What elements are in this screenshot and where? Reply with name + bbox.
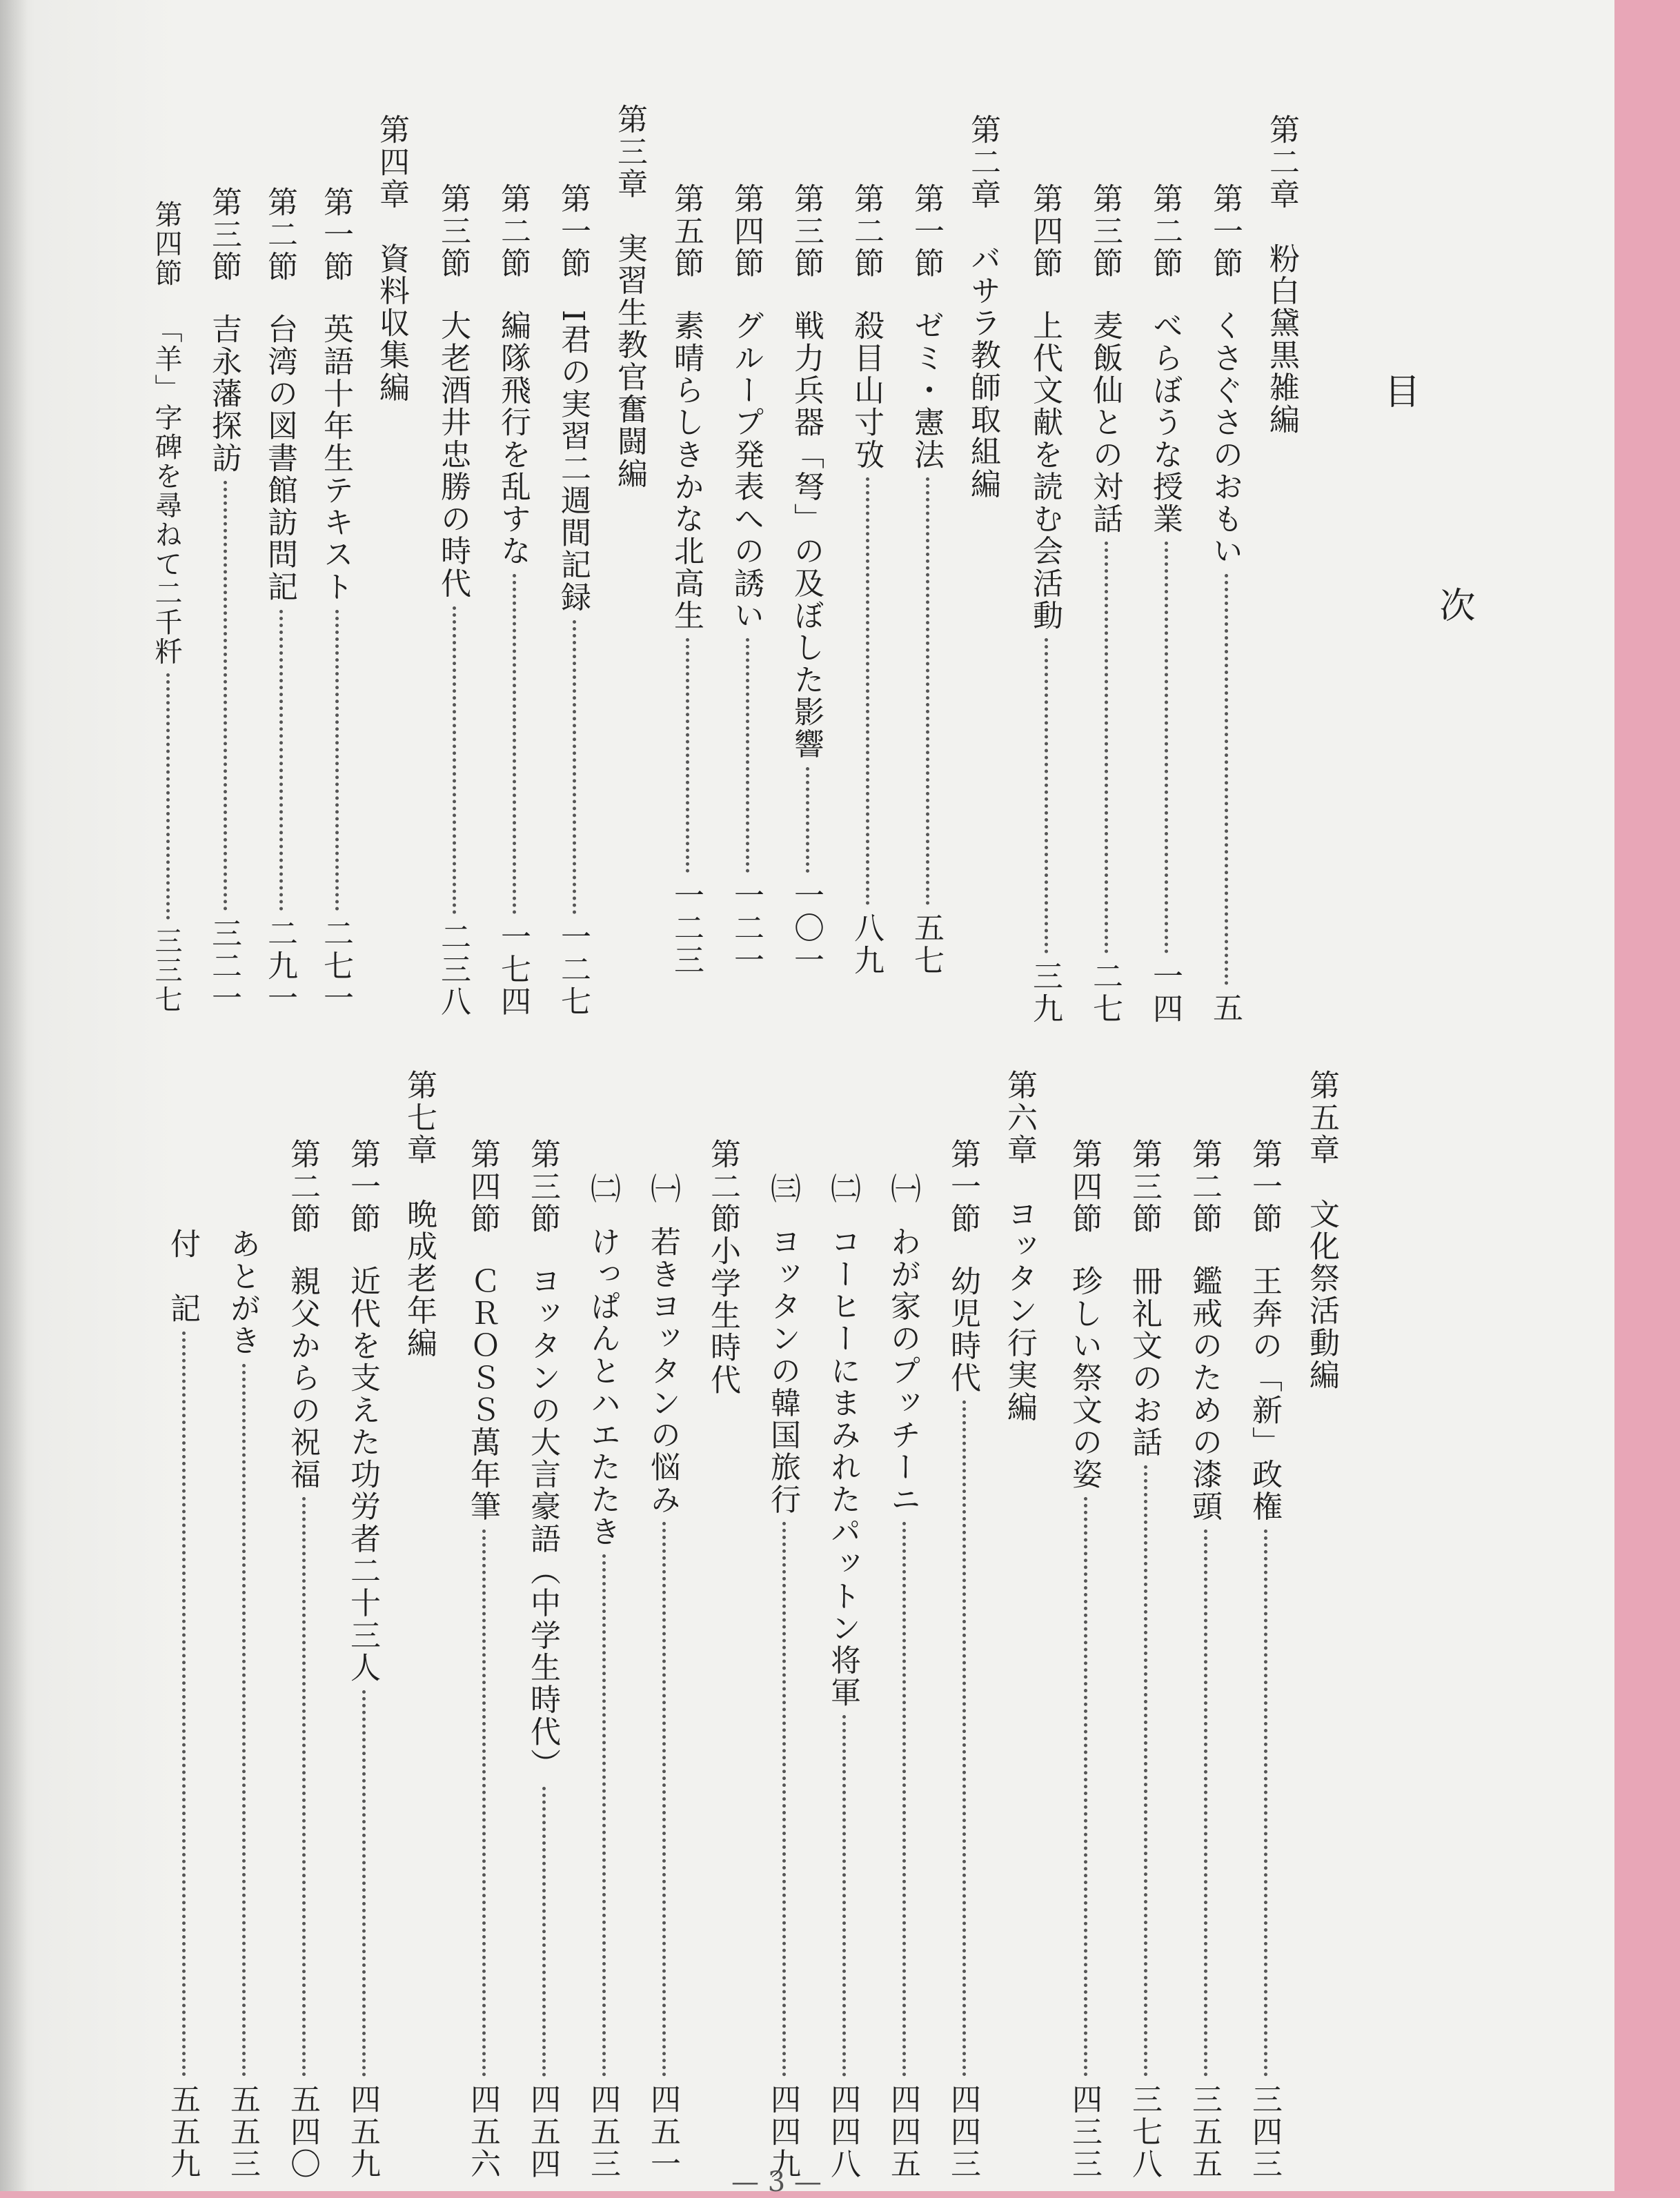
leader-dots [1129, 1465, 1159, 2077]
leader-dots [1029, 638, 1060, 953]
leader-dots [347, 1690, 377, 2077]
toc-entry[interactable] [465, 1138, 500, 2180]
page-folio: — 3 — [731, 2166, 822, 2198]
toc-entry[interactable] [555, 183, 591, 1018]
leader-dots [731, 638, 761, 873]
toc-entry[interactable] [1127, 1138, 1162, 2180]
leader-dots [208, 481, 239, 911]
section-label: 第二節 [262, 186, 297, 283]
section-label: 第二節 [285, 1138, 320, 1235]
page-number: 一二一 [729, 880, 764, 976]
page-number: 四五九 [345, 2083, 380, 2180]
background-edge [1614, 0, 1680, 2191]
chapter-heading: 第二章 粉白黛黒雑編 [1264, 114, 1299, 436]
section-label: 第三節 [1087, 183, 1123, 279]
toc-entry[interactable] [849, 183, 884, 976]
section-title: 珍しい祭文の姿 [1067, 1265, 1102, 1491]
section-label: 第一節 [945, 1138, 980, 1235]
toc-entry[interactable] [318, 186, 353, 1014]
chapter-heading: 第二章 バサラ教師取組編 [965, 114, 1000, 500]
toc-entry[interactable] [495, 183, 531, 1018]
section-title: 親父からの祝福 [285, 1265, 320, 1491]
leader-dots [1069, 1497, 1099, 2077]
section-label: 第一節 [555, 183, 591, 279]
leader-dots [647, 1522, 678, 2077]
leader-dots [167, 1331, 197, 2077]
section-title: 戦力兵器「弩」の及ぼした影響 [789, 309, 824, 760]
leader-dots [851, 477, 881, 905]
leader-dots [557, 620, 588, 914]
toc-entry[interactable] [345, 1138, 380, 2180]
section-title: ヨッタンの韓国旅行 [765, 1225, 800, 1516]
leader-dots [467, 1529, 497, 2077]
toc-entry[interactable] [525, 1138, 560, 2180]
page-number: 三五五 [1187, 2083, 1222, 2180]
toc-entry[interactable] [165, 1228, 200, 2180]
toc-entry[interactable] [208, 186, 239, 1014]
page-number: 一四 [1147, 960, 1183, 1024]
section-label: 第二節 [849, 183, 884, 279]
toc-heading-char-1: 目 [1378, 373, 1419, 408]
section-label: ㈡ [825, 1173, 860, 1205]
toc-entry[interactable] [1067, 1138, 1102, 2180]
leader-dots [227, 1364, 257, 2077]
leader-dots [437, 606, 468, 914]
toc-heading-char-2: 次 [1433, 586, 1474, 622]
leader-dots [767, 1522, 798, 2077]
section-title: 上代文献を読む会活動 [1027, 309, 1063, 632]
section-label: 第二節 [1187, 1138, 1222, 1235]
section-title: 「羊」字碑を尋ねて二千粁 [150, 315, 182, 667]
section-label: 第四節 [1067, 1138, 1102, 1235]
page-number: 五七 [909, 911, 944, 976]
page-number: 五四〇 [285, 2083, 320, 2180]
toc-entry[interactable] [647, 1173, 678, 2180]
section-label: 第一節 [1247, 1138, 1282, 1235]
leader-dots [152, 673, 180, 920]
section-title: 編隊飛行を乱すな [495, 309, 531, 568]
chapter-heading: 第四章 資料収集編 [374, 114, 409, 404]
chapter-heading: 第六章 ヨッタン行実編 [1002, 1069, 1037, 1424]
page-number: 三九 [1027, 960, 1063, 1024]
page-number: 一二三 [669, 880, 704, 976]
section-title: 麦飯仙との対話 [1087, 309, 1123, 535]
section-label: 第四節 [1027, 183, 1063, 279]
leader-dots [287, 1497, 317, 2077]
page-number: 二七一 [318, 918, 353, 1014]
section-label: 第四節 [465, 1138, 500, 1235]
toc-entry[interactable] [435, 183, 471, 1018]
section-title: 冊礼文のお話 [1127, 1265, 1162, 1458]
toc-entry[interactable] [707, 1138, 738, 1552]
section-label: 第一節 [1207, 183, 1243, 279]
chapter-heading: 第七章 晩成老年編 [402, 1069, 437, 1359]
toc-entry[interactable] [225, 1228, 260, 2180]
page-number: 四五三 [585, 2083, 620, 2180]
spine-shadow [0, 0, 28, 2191]
page-number: 三二一 [206, 918, 241, 1014]
section-title: 付 記 [165, 1228, 200, 1325]
section-title: くさぐさのおもい [1207, 309, 1243, 568]
section-title: けっぱんとハエたたき [585, 1225, 620, 1548]
chapter-heading: 第五章 文化祭活動編 [1304, 1069, 1339, 1392]
toc-entry[interactable] [264, 186, 295, 1014]
section-label: 第三節 [206, 186, 241, 283]
leader-dots [497, 574, 528, 914]
page-number: 四四八 [825, 2083, 860, 2180]
section-label: ㈢ [765, 1173, 800, 1205]
toc-entry[interactable] [789, 183, 824, 976]
page-number: 五 [1207, 992, 1243, 1024]
toc-entry[interactable] [1187, 1138, 1222, 2180]
section-title: 台湾の図書館訪問記 [262, 313, 297, 603]
section-title: 鑑戒のための漆頭 [1187, 1265, 1222, 1523]
chapter-heading: 第三章 実習生教官奮闘編 [612, 103, 647, 490]
page-number: 三四三 [1247, 2083, 1282, 2180]
toc-entry[interactable] [585, 1173, 620, 2180]
section-label: 第二節 [705, 1138, 740, 1235]
page-number: 四四九 [765, 2083, 800, 2180]
section-label: 第三節 [525, 1138, 560, 1235]
leader-dots [671, 638, 701, 873]
section-title: 大老酒井忠勝の時代 [435, 309, 471, 600]
toc-entry[interactable] [909, 183, 944, 976]
section-label: 第五節 [669, 183, 704, 279]
section-title: 吉永藩探訪 [206, 313, 241, 475]
toc-entry[interactable] [1207, 183, 1243, 1024]
toc-entry[interactable] [1027, 183, 1063, 1024]
page-number: 八九 [849, 911, 884, 976]
section-title: コーヒーにまみれたパットン将軍 [825, 1225, 860, 1709]
section-title: 近代を支えた功労者二十三人 [345, 1265, 380, 1684]
toc-entry[interactable] [887, 1173, 918, 2180]
section-title: 小学生時代 [705, 1234, 740, 1396]
page-number: 二三八 [435, 921, 471, 1018]
page-number: 二七 [1087, 960, 1123, 1024]
section-label: 第三節 [789, 183, 824, 279]
page-number: 一〇一 [789, 880, 824, 976]
leader-dots [320, 610, 350, 911]
toc-entry[interactable] [669, 183, 704, 976]
section-label: 第二節 [1147, 183, 1183, 279]
leader-dots [1249, 1529, 1279, 2077]
section-title: 殺目山寸攷 [849, 309, 884, 471]
leader-dots [264, 610, 295, 911]
leader-dots [1149, 542, 1180, 953]
toc-entry[interactable] [152, 200, 180, 1014]
page-number: 一二七 [555, 921, 591, 1018]
page-number: 五五三 [225, 2083, 260, 2180]
section-title: わが家のプッチーニ [885, 1225, 920, 1516]
leader-dots [791, 767, 821, 873]
page-number: 四四五 [885, 2083, 920, 2180]
section-label: 第三節 [435, 183, 471, 279]
section-title: ゼミ・憲法 [909, 309, 944, 471]
leader-dots [1209, 574, 1240, 985]
toc-entry[interactable] [1087, 183, 1123, 1024]
leader-dots [587, 1554, 617, 2077]
section-label: 第四節 [729, 183, 764, 279]
toc-entry[interactable] [947, 1138, 978, 2180]
section-title: 王奔の「新」政権 [1247, 1265, 1282, 1523]
leader-dots [911, 477, 941, 905]
page-number: 四五四 [525, 2083, 560, 2180]
page-number: 三七八 [1127, 2083, 1162, 2180]
toc-entry[interactable] [827, 1173, 858, 2180]
toc-entry[interactable] [1147, 183, 1183, 1024]
leader-dots [887, 1522, 918, 2077]
section-title: あとがき [225, 1228, 260, 1357]
leader-dots [1089, 542, 1120, 953]
section-label: 第二節 [495, 183, 531, 279]
section-label: 第三節 [1127, 1138, 1162, 1235]
section-title: グループ発表への誘い [729, 309, 764, 632]
section-label: 第一節 [345, 1138, 380, 1235]
section-label: 第一節 [318, 186, 353, 283]
section-label: ㈡ [585, 1173, 620, 1205]
section-title: 幼児時代 [945, 1265, 980, 1394]
section-label: 第四節 [150, 200, 182, 288]
section-title: 素晴らしきかな北高生 [669, 309, 704, 632]
page-number: 一七四 [495, 921, 531, 1018]
toc-entry[interactable] [285, 1138, 320, 2180]
section-title: べらぼうな授業 [1147, 309, 1183, 535]
leader-dots [947, 1400, 978, 2077]
leader-dots [1189, 1529, 1219, 2077]
leader-dots [527, 1787, 557, 2077]
section-label: ㈠ [645, 1173, 680, 1205]
page-number: 四三三 [1067, 2083, 1102, 2180]
leader-dots [827, 1715, 858, 2077]
section-title: 若きヨッタンの悩み [645, 1225, 680, 1516]
section-title: 英語十年生テキスト [318, 313, 353, 603]
section-label: 第一節 [909, 183, 944, 279]
page-number: 四五六 [465, 2083, 500, 2180]
section-title: ＣＲＯＳＳ萬年筆 [465, 1265, 500, 1523]
toc-entry[interactable] [767, 1173, 798, 2180]
page-number: 二九一 [262, 918, 297, 1014]
page-number: 三三七 [150, 926, 182, 1014]
section-title: I君の実習二週間記録 [555, 309, 591, 613]
section-title: ヨッタンの大言豪語（中学生時代） [525, 1265, 560, 1781]
page-number: 四五一 [645, 2083, 680, 2180]
toc-entry[interactable] [1247, 1138, 1282, 2180]
page-number: 四四三 [945, 2083, 980, 2180]
page-number: 五五九 [165, 2083, 200, 2180]
toc-entry[interactable] [729, 183, 764, 976]
section-label: ㈠ [885, 1173, 920, 1205]
